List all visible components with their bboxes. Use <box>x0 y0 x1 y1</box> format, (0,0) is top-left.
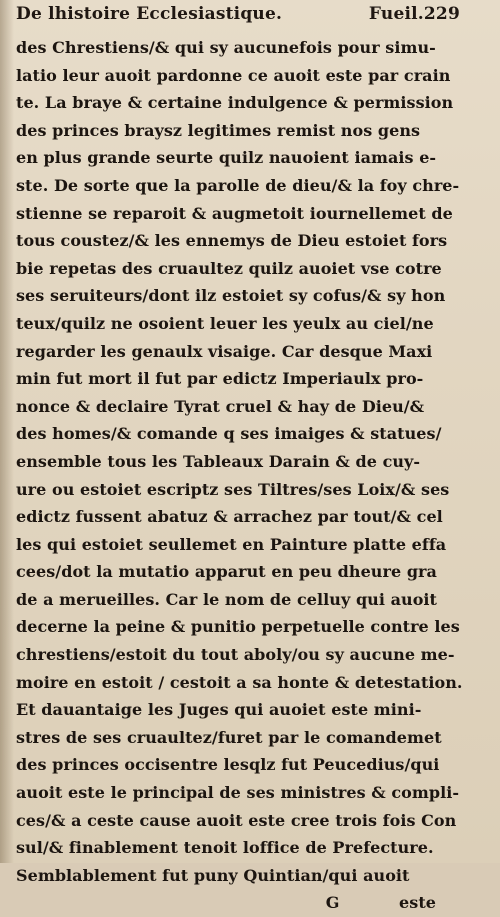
text-line: nonce & declaire Tyrat cruel & hay de Dieu/& <box>16 396 425 416</box>
text-line: des princes occisentre lesqlz fut Peucedius/qui <box>16 755 440 775</box>
text-line: Et dauantaige les Juges qui auoiet este mini- <box>16 700 422 720</box>
text-line: te. La braye & certaine indulgence & permission <box>16 93 454 113</box>
signature-line <box>16 889 442 917</box>
text-line: moire en estoit / cestoit a sa honte & detestation. <box>16 672 463 692</box>
text-line: Semblablement fut puny Quintian/qui auoit <box>16 865 410 885</box>
text-line: ure ou estoiet escriptz ses Tiltres/ses Loix/& ses <box>16 479 450 499</box>
running-title: De lhistoire Ecclesiastique. <box>16 4 283 24</box>
text-line: edictz fussent abatuz & arrachez par tout/& cel <box>16 507 443 527</box>
text-line: ces/& a ceste cause auoit este cree trois fois Con <box>16 810 457 830</box>
text-line: bie repetas des cruaultez quilz auoiet vse cotre <box>16 258 442 278</box>
text-line: auoit este le principal de ses ministres & compli- <box>16 783 460 803</box>
text-line: les qui estoiet seullemet en Painture platte effa <box>16 534 447 554</box>
text-line: min fut mort il fut par edictz Imperiaulx pro- <box>16 369 424 389</box>
text-line: regarder les genaulx visaige. Car desque Maxi <box>16 341 433 361</box>
text-line: sul/& finablement tenoit loffice de Prefecture. <box>16 838 434 858</box>
text-line: tous coustez/& les ennemys de Dieu estoiet fors <box>16 231 448 251</box>
text-line: latio leur auoit pardonne ce auoit este par crain <box>16 65 451 85</box>
text-line: stres de ses cruaultez/furet par le comandemet <box>16 727 442 747</box>
text-line: decerne la peine & punitio perpetuelle contre les <box>16 617 460 637</box>
text-line: des princes braysz legitimes remist nos gens <box>16 120 421 140</box>
text-line: de a merueilles. Car le nom de celluy qui auoit <box>16 589 437 609</box>
text-line: ensemble tous les Tableaux Darain & de cuy- <box>16 451 421 471</box>
signature-mark: G <box>325 893 340 913</box>
text-line: ste. De sorte que la parolle de dieu/& la foy chre- <box>16 175 460 195</box>
text-line: teux/quilz ne osoient leuer les yeulx au ciel/ne <box>16 313 434 333</box>
text-line: cees/dot la mutatio apparut en peu dheure gra <box>16 562 437 582</box>
text-line: des Chrestiens/& qui sy aucunefois pour simu- <box>16 38 436 57</box>
text-line: des homes/& comande q ses imaiges & statues/ <box>16 424 442 444</box>
catchword: este <box>399 893 436 913</box>
running-header <box>16 4 460 32</box>
text-line: ses seruiteurs/dont ilz estoiet sy cofus/& sy hon <box>16 286 446 306</box>
text-line: en plus grande seurte quilz nauoient iamais e- <box>16 148 437 168</box>
folio-number: Fueil.229 <box>368 4 460 24</box>
body-text <box>16 34 463 917</box>
text-line: stienne se reparoit & augmetoit iournellemet de <box>16 203 453 223</box>
text-line: chrestiens/estoit du tout aboly/ou sy aucune me- <box>16 645 455 665</box>
binding-shadow <box>0 0 14 863</box>
